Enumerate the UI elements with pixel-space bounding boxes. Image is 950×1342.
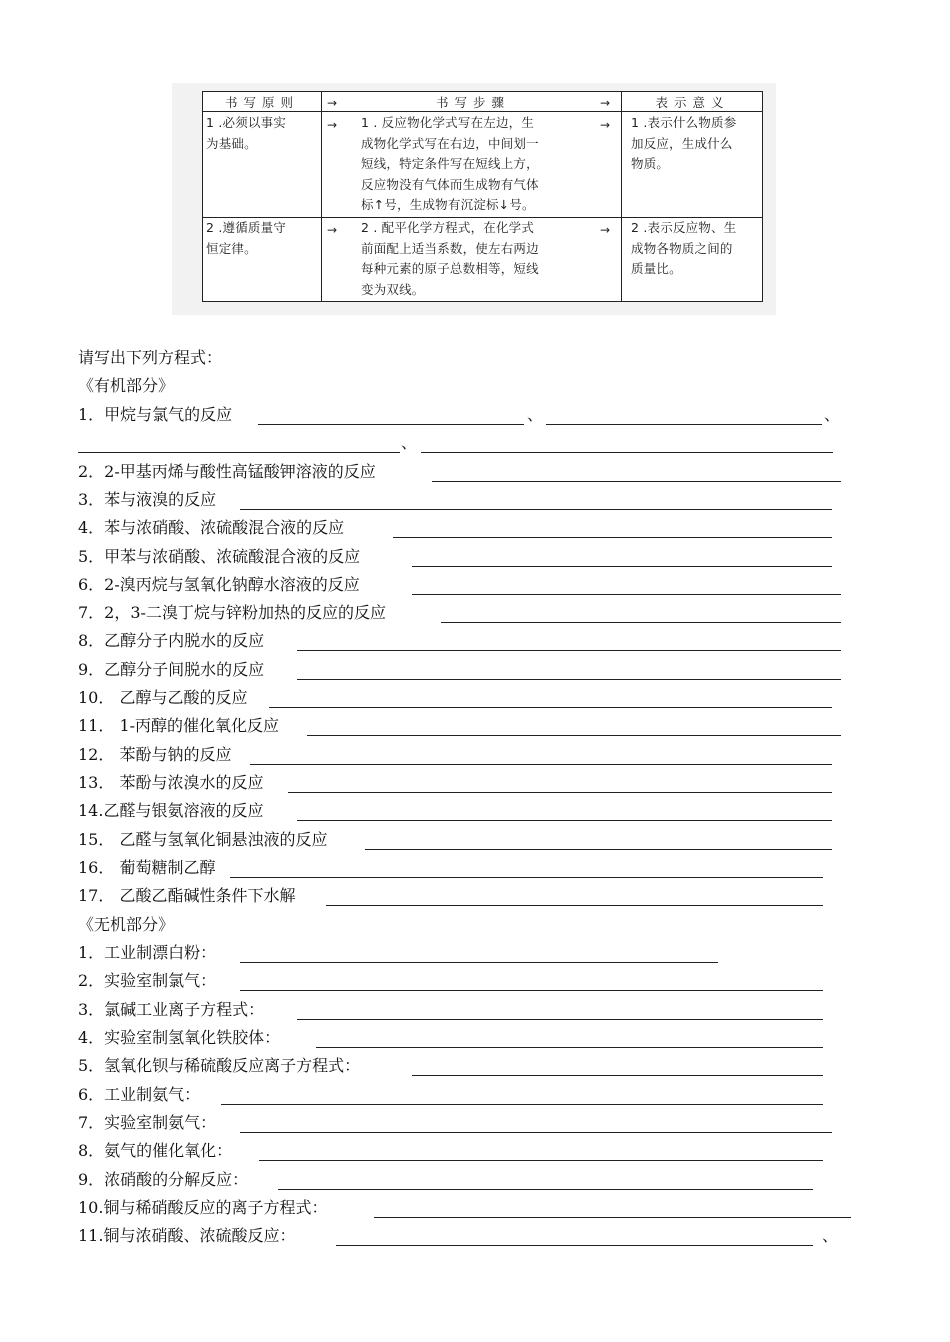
answer-blank[interactable] — [240, 1132, 832, 1133]
arrow-icon: → — [600, 118, 611, 132]
answer-blank[interactable] — [412, 566, 832, 567]
answer-blank[interactable] — [336, 1245, 813, 1246]
row1-principle: 1 .必须以事实 为基础。 — [206, 115, 286, 151]
organic-item-label: 6．2-溴丙烷与氢氧化钠醇水溶液的反应 — [78, 575, 360, 594]
row2-step: 2 . 配平化学方程式，在化学式 前面配上适当系数，使左右两边 每种元素的原子总数相等，短线 变为双线。 — [361, 220, 539, 297]
header-step: 书写步骤 — [435, 95, 510, 110]
answer-blank[interactable] — [365, 849, 832, 850]
organic-item-label: 11． 1-丙醇的催化氧化反应 — [78, 716, 280, 735]
organic-item-label: 17． 乙酸乙酯碱性条件下水解 — [78, 886, 296, 905]
inorganic-item-label: 11.铜与浓硝酸、浓硫酸反应： — [78, 1226, 296, 1245]
answer-blank[interactable] — [432, 481, 841, 482]
inorganic-item-label: 2．实验室制氯气： — [78, 971, 217, 990]
answer-blank[interactable] — [250, 764, 832, 765]
arrow-icon: → — [600, 96, 611, 110]
answer-blank[interactable] — [221, 1104, 823, 1105]
separator: 、 — [401, 433, 418, 452]
header-principle: 书写原则 — [224, 95, 299, 110]
organic-heading: 《有机部分》 — [78, 376, 175, 395]
inorganic-item-label: 7．实验室制氨气： — [78, 1113, 217, 1132]
organic-item-label: 14.乙醛与银氨溶液的反应 — [78, 801, 264, 820]
arrow-icon: → — [327, 223, 338, 237]
organic-item-label: 5．甲苯与浓硝酸、浓硫酸混合液的反应 — [78, 547, 361, 566]
answer-blank[interactable] — [240, 962, 718, 963]
separator: 、 — [527, 405, 544, 424]
arrow-icon: → — [327, 96, 338, 110]
organic-item-label: 1．甲烷与氯气的反应 — [78, 405, 233, 424]
answer-blank[interactable] — [278, 1189, 813, 1190]
answer-blank[interactable] — [316, 1047, 823, 1048]
answer-blank[interactable] — [288, 792, 832, 793]
inorganic-item-label: 9．浓硝酸的分解反应： — [78, 1170, 249, 1189]
table-col-divider — [621, 92, 622, 301]
answer-blank[interactable] — [546, 424, 822, 425]
answer-blank[interactable] — [421, 452, 833, 453]
inorganic-item-label: 4．实验室制氢氧化铁胶体： — [78, 1028, 281, 1047]
answer-blank[interactable] — [78, 452, 400, 453]
answer-blank[interactable] — [393, 537, 832, 538]
arrow-icon: → — [600, 223, 611, 237]
rules-table-image — [172, 83, 776, 315]
inorganic-item-label: 3．氯碱工业离子方程式： — [78, 1000, 265, 1019]
answer-blank[interactable] — [374, 1217, 851, 1218]
row2-principle: 2 .遵循质量守 恒定律。 — [206, 220, 286, 256]
answer-blank[interactable] — [297, 650, 841, 651]
row1-step: 1 . 反应物化学式写在左边，生 成物化学式写在右边，中间划一 短线，特定条件写在短线上方， 反应物没有气体而生成物有气体 标↑号，生成物有沉淀标↓号。 — [361, 115, 539, 212]
organic-item-label: 13． 苯酚与浓溴水的反应 — [78, 773, 264, 792]
organic-item-label: 4．苯与浓硝酸、浓硫酸混合液的反应 — [78, 518, 345, 537]
intro-text: 请写出下列方程式： — [78, 348, 223, 367]
answer-blank[interactable] — [307, 735, 841, 736]
inorganic-item-label: 1．工业制漂白粉： — [78, 943, 217, 962]
organic-item-label: 12． 苯酚与钠的反应 — [78, 745, 232, 764]
separator: 、 — [822, 1226, 839, 1245]
organic-item-label: 8．乙醇分子内脱水的反应 — [78, 631, 265, 650]
answer-blank[interactable] — [269, 707, 832, 708]
answer-blank[interactable] — [240, 509, 832, 510]
answer-blank[interactable] — [230, 877, 823, 878]
inorganic-item-label: 6．工业制氨气： — [78, 1085, 201, 1104]
organic-item-label: 15． 乙醛与氢氧化铜悬浊液的反应 — [78, 830, 328, 849]
arrow-icon: → — [327, 118, 338, 132]
inorganic-item-label: 10.铜与稀硝酸反应的离子方程式： — [78, 1198, 328, 1217]
header-meaning: 表示意义 — [655, 95, 730, 110]
answer-blank[interactable] — [259, 1160, 823, 1161]
answer-blank[interactable] — [297, 679, 841, 680]
organic-item-label: 9．乙醇分子间脱水的反应 — [78, 660, 265, 679]
inorganic-heading: 《无机部分》 — [78, 915, 175, 934]
answer-blank[interactable] — [441, 622, 841, 623]
row1-meaning: 1 .表示什么物质参 加反应，生成什么 物质。 — [631, 115, 737, 171]
organic-item-label: 16． 葡萄糖制乙醇 — [78, 858, 216, 877]
answer-blank[interactable] — [258, 424, 524, 425]
separator: 、 — [824, 405, 841, 424]
rules-table — [202, 91, 763, 302]
organic-item-label: 2．2-甲基丙烯与酸性高锰酸钾溶液的反应 — [78, 462, 376, 481]
inorganic-item-label: 8．氨气的催化氧化： — [78, 1141, 233, 1160]
row2-meaning: 2 .表示反应物、生 成物各物质之间的 质量比。 — [631, 220, 737, 276]
answer-blank[interactable] — [412, 594, 841, 595]
answer-blank[interactable] — [297, 1019, 823, 1020]
answer-blank[interactable] — [412, 1075, 823, 1076]
organic-item-label: 10． 乙醇与乙酸的反应 — [78, 688, 248, 707]
inorganic-item-label: 5．氢氧化钡与稀硫酸反应离子方程式： — [78, 1056, 361, 1075]
organic-item-label: 3．苯与液溴的反应 — [78, 490, 217, 509]
answer-blank[interactable] — [297, 820, 832, 821]
organic-item-label: 7．2，3-二溴丁烷与锌粉加热的反应的反应 — [78, 603, 386, 622]
table-col-divider — [321, 92, 322, 301]
answer-blank[interactable] — [240, 990, 823, 991]
answer-blank[interactable] — [326, 905, 823, 906]
